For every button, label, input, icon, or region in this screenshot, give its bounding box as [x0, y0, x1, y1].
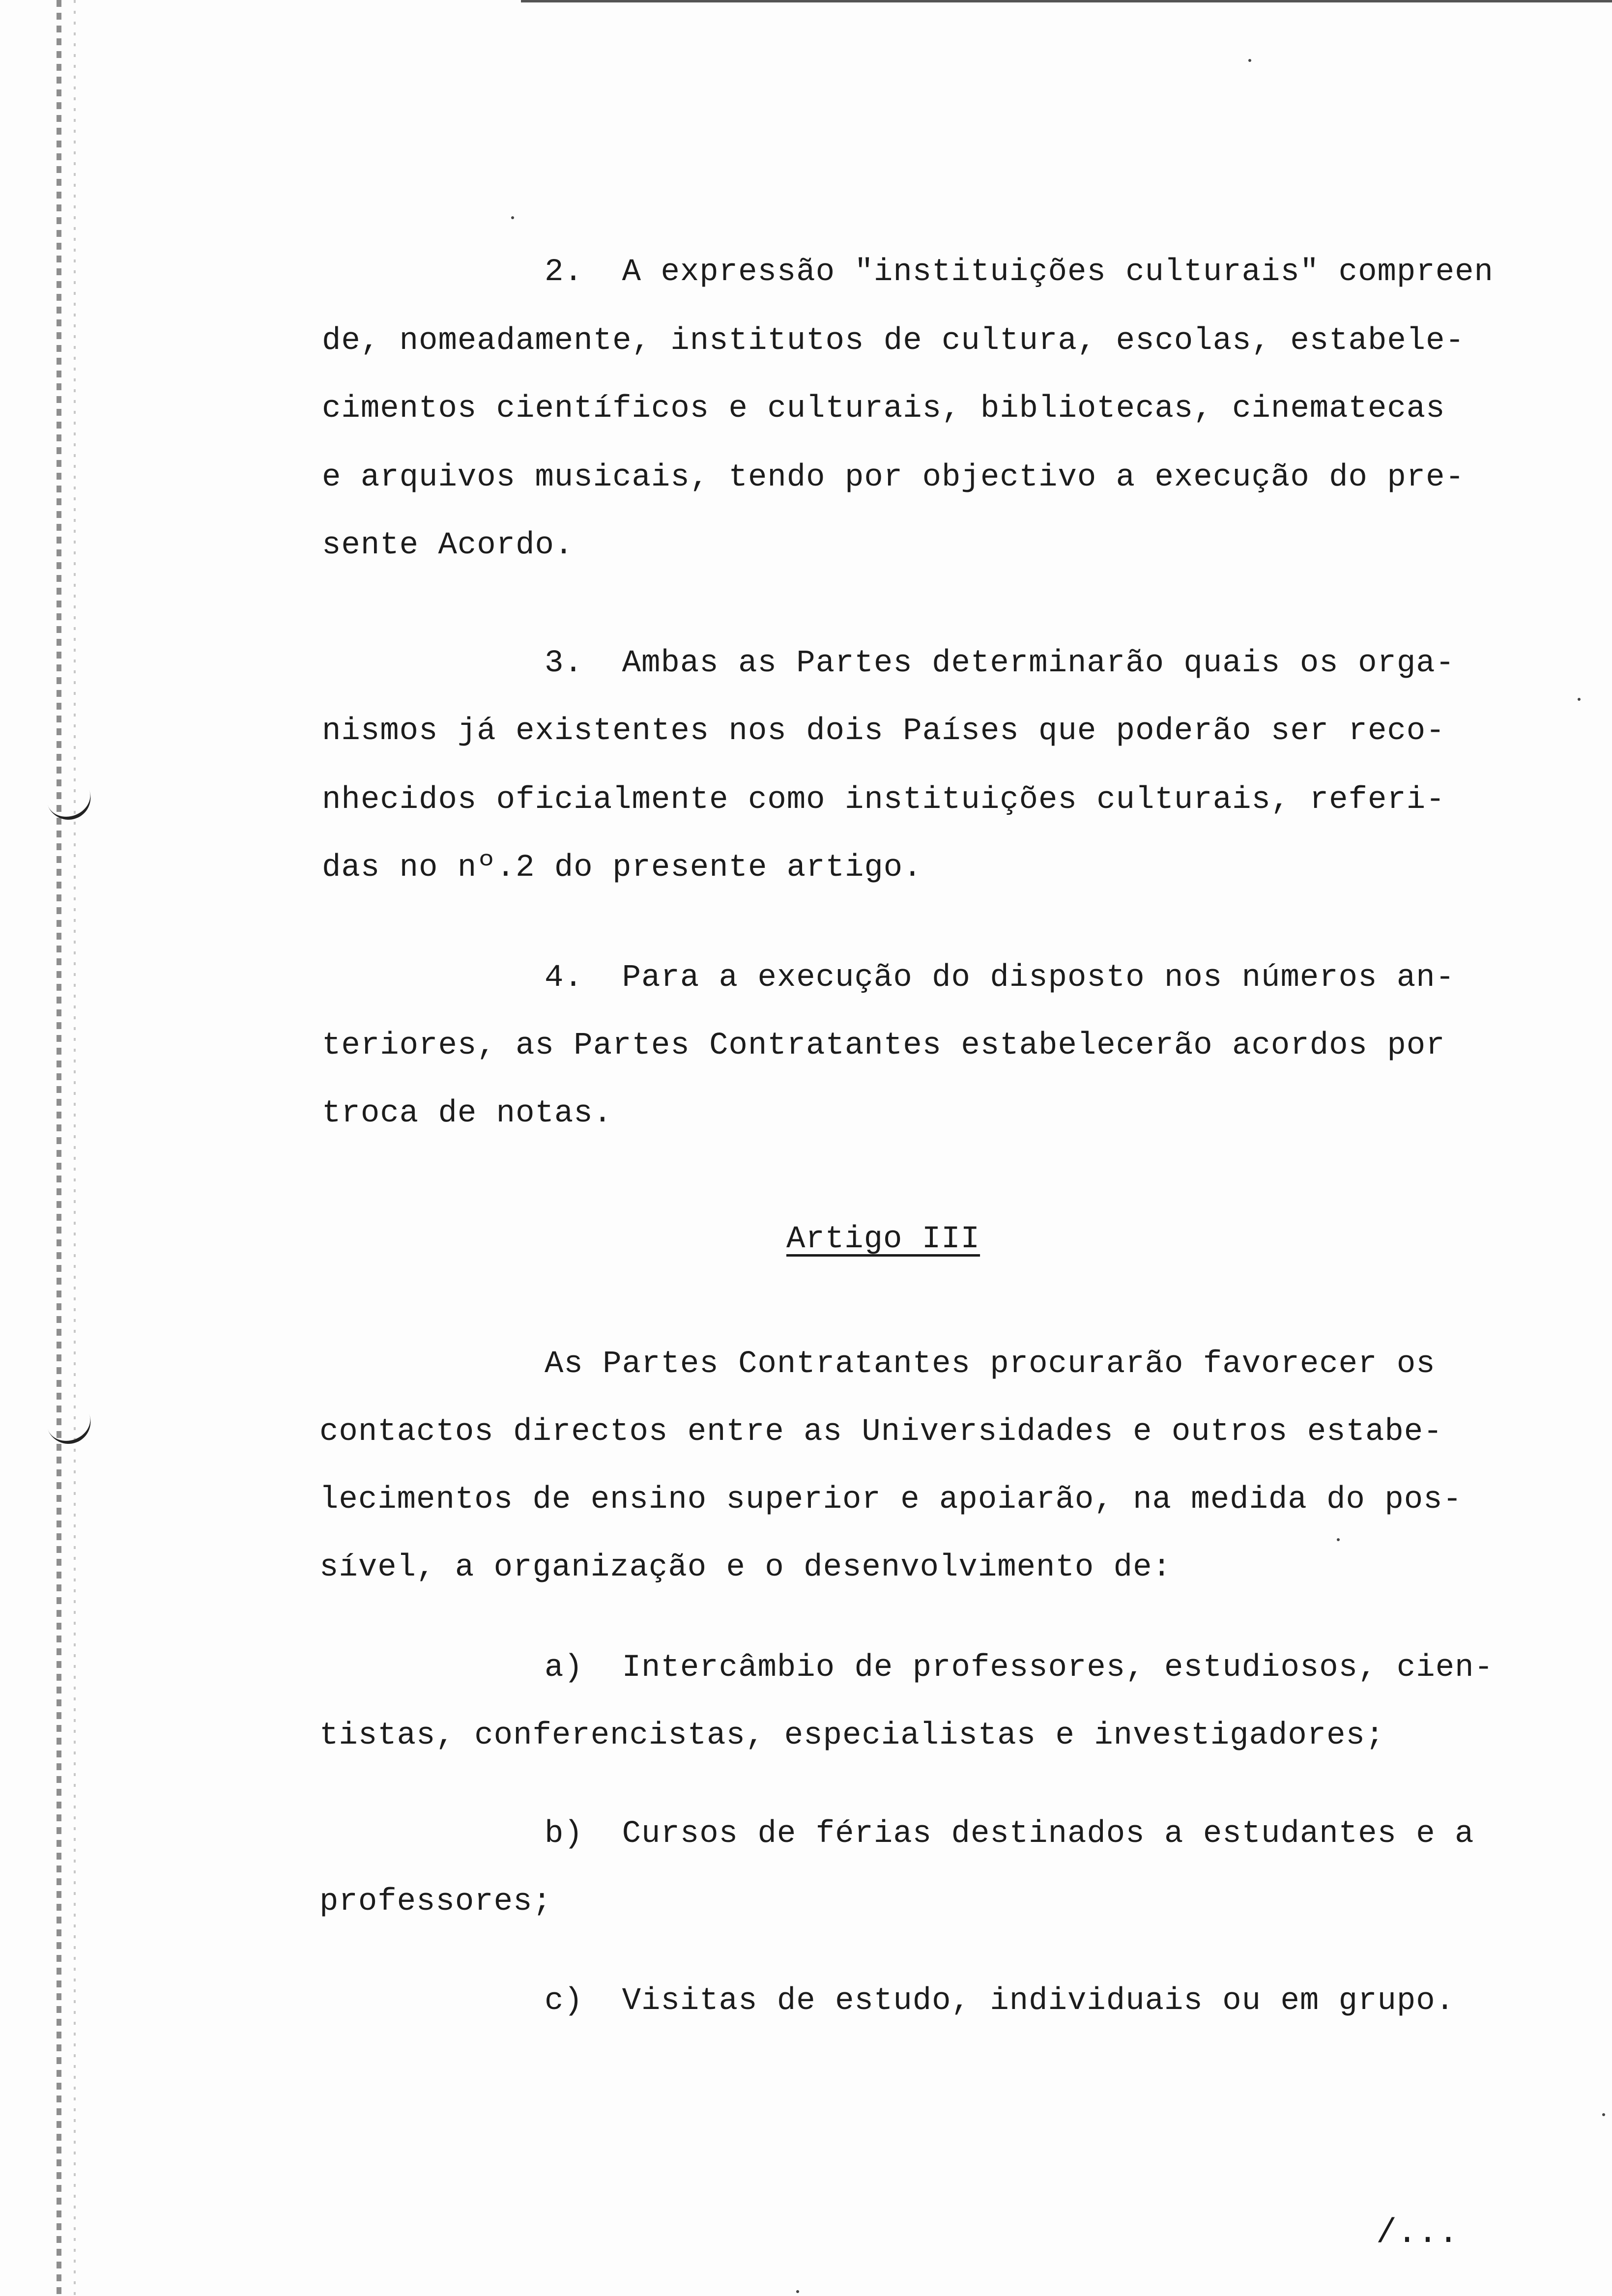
scan-speck	[1602, 2113, 1605, 2116]
item-b-line-2: professores;	[319, 1884, 552, 1920]
paragraph-3-line-4: das no nº.2 do presente artigo.	[322, 850, 922, 886]
article-intro-line-4: sível, a organização e o desenvolvimento de:	[319, 1550, 1172, 1585]
scan-speck	[1248, 59, 1251, 62]
punch-hole-mark	[46, 1408, 97, 1450]
scan-speck	[1578, 698, 1581, 701]
item-b-line-1: b) Cursos de férias destinados a estudantes e a	[545, 1816, 1474, 1852]
item-a-line-2: tistas, conferencistas, especialistas e investigadores;	[319, 1718, 1385, 1753]
paragraph-3-line-1: 3. Ambas as Partes determinarão quais os orga-	[545, 646, 1455, 681]
item-c-line-1: c) Visitas de estudo, individuais ou em grupo.	[545, 1983, 1455, 2019]
paragraph-4-line-3: troca de notas.	[322, 1096, 613, 1131]
paragraph-4-line-1: 4. Para a execução do disposto nos números an-	[545, 960, 1455, 996]
paragraph-2-line-4: e arquivos musicais, tendo por objectivo a execução do pre-	[322, 460, 1465, 495]
scan-speck	[1337, 1538, 1340, 1541]
paragraph-3-line-2: nismos já existentes nos dois Países que poderão ser reco-	[322, 714, 1445, 749]
binding-edge-secondary	[74, 0, 76, 2296]
paragraph-2-line-3: cimentos científicos e culturais, bibliotecas, cinematecas	[322, 391, 1445, 427]
paragraph-2-line-1: 2. A expressão "instituições culturais" compreen	[545, 255, 1494, 290]
paragraph-2-line-2: de, nomeadamente, institutos de cultura, escolas, estabele-	[322, 323, 1465, 359]
scan-speck	[796, 2290, 799, 2293]
article-intro-line-3: lecimentos de ensino superior e apoiarão, na medida do pos-	[319, 1482, 1462, 1518]
item-a-line-1: a) Intercâmbio de professores, estudiosos, cien-	[545, 1650, 1494, 1686]
paragraph-3-line-3: nhecidos oficialmente como instituições culturais, referi-	[322, 782, 1445, 818]
binding-edge	[57, 0, 61, 2296]
article-heading: Artigo III	[786, 1222, 980, 1257]
paragraph-4-line-2: teriores, as Partes Contratantes estabelecerão acordos por	[322, 1028, 1445, 1063]
paragraph-2-line-5: sente Acordo.	[322, 528, 574, 563]
article-intro-line-1: As Partes Contratantes procurarão favorecer os	[545, 1347, 1436, 1382]
top-edge-rule	[521, 0, 1612, 2]
article-intro-line-2: contactos directos entre as Universidades e outros estabe-	[319, 1414, 1443, 1450]
scan-speck	[511, 216, 514, 219]
continuation-marker: /...	[1376, 2214, 1459, 2253]
punch-hole-mark	[46, 784, 97, 826]
